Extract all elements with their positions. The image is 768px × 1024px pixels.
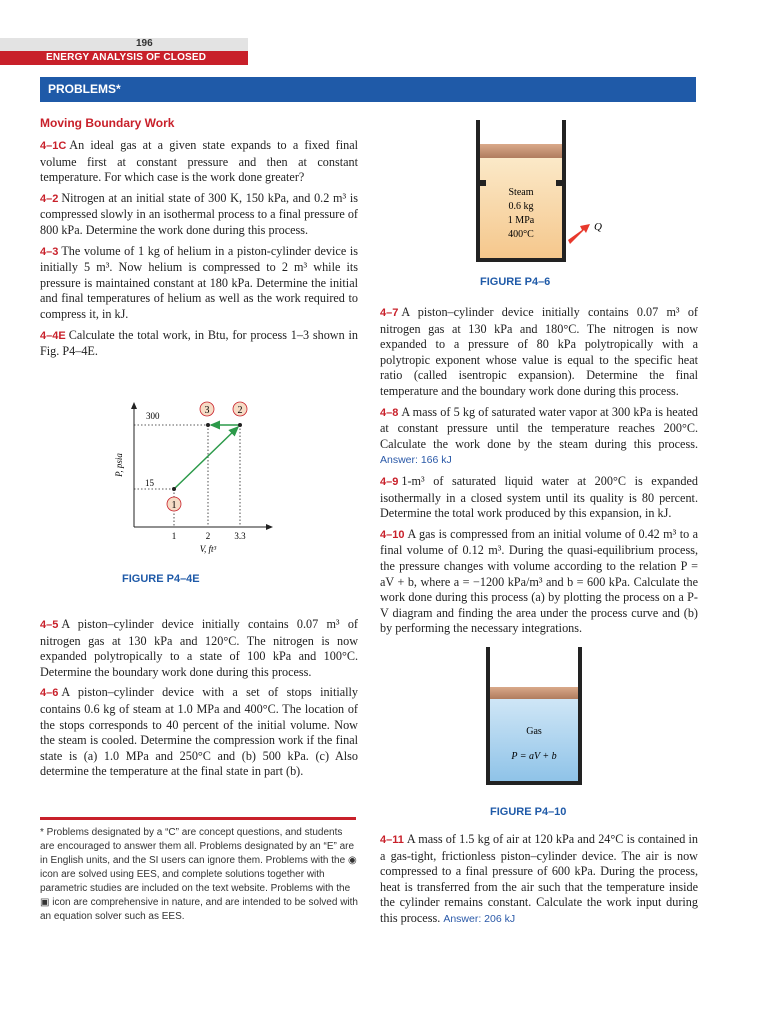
problem-4-11: 4–11 A mass of 1.5 kg of air at 120 kPa and 24°C is contained in a gas-tight, frictionless piston–cylinder device. The air is now compressed to a final pressure of 600 kPa. During the process, heat is transferred from the air such that the temperature inside the cylinder remains constant. Calculate the work input during this process. Answer: 206 kJ <box>380 832 698 925</box>
heat-label: Q <box>594 221 602 233</box>
figure-p4-6 <box>470 120 620 265</box>
heat-arrow-icon <box>568 224 590 244</box>
figure-p4-10-caption: FIGURE P4–10 <box>490 806 567 818</box>
problem-4-4e: 4–4E Calculate the total work, in Btu, for process 1–3 shown in Fig. P4–4E. <box>40 327 358 359</box>
x-tick-3-3: 3.3 <box>234 531 246 541</box>
gas-label: Gas <box>526 726 542 737</box>
problem-4-2: 4–2 Nitrogen at an initial state of 300 K, 150 kPa, and 0.2 m³ is compressed slowly in an isothermal process to a final pressure of 800 kPa. Determine the work done during this process. <box>40 190 358 237</box>
state-label-2: 2 <box>237 405 243 416</box>
left-column <box>40 116 358 365</box>
steam-temperature: 400°C <box>508 229 534 240</box>
figure-p4-4e-caption: FIGURE P4–4E <box>122 573 200 585</box>
steam-pressure: 1 MPa <box>507 215 535 226</box>
problem-4-3: 4–3 The volume of 1 kg of helium in a piston-cylinder device is initially 5 m³. Now helium is compressed to 2 m³ while its pressure is maintained constant at 180 kPa. Determine the initial and final temperatures of helium as well as the work required to compress it, in kJ. <box>40 243 358 321</box>
problem-4-5: 4–5 A piston–cylinder device initially contains 0.07 m³ of nitrogen gas at 130 kPa and 120°C. The nitrogen is now expanded polytropically to a state of 100 kPa and 100°C. Determine the boundary work done during this process. <box>40 617 358 679</box>
gas-relation: P = aV + b <box>511 751 557 762</box>
problem-4-1c: 4–1C An ideal gas at a given state expands to a fixed final volume first at constant pressure and then at constant temperature. For which case is the work done greater? <box>40 138 358 185</box>
right-column <box>380 305 698 642</box>
header-band <box>0 38 248 51</box>
problem-4-10: 4–10 A gas is compressed from an initial volume of 0.42 m³ to a final volume of 0.12 m³. During the quasi-equilibrium process, the pressure changes with volume according to the relation P = aV + b, where a = −1200 kPa/m³ and b = 600 kPa. Calculate the work done during this process (a) by plotting the process on a P-V diagram and finding the area under the process curve and (b) by performing the necessary integrations. <box>380 526 698 636</box>
footnote-rule <box>40 817 356 820</box>
problem-4-7: 4–7 A piston–cylinder device initially contains 0.07 m³ of nitrogen gas at 130 kPa and 180°C. The nitrogen is now expanded to a pressure of 80 kPa polytropically with a polytropic exponent whose value is equal to the specific heat ratio (called isentropic expansion). Determine the final temperature and the boundary work done during this process. <box>380 305 698 398</box>
y-tick-300: 300 <box>146 411 160 421</box>
problems-section-bar: PROBLEMS* <box>40 77 696 102</box>
section-title: Moving Boundary Work <box>40 116 175 130</box>
x-tick-2: 2 <box>205 531 211 541</box>
figure-p4-10 <box>480 647 590 787</box>
chapter-title: ENERGY ANALYSIS OF CLOSED SYSTEMS <box>0 51 248 65</box>
x-axis-label: V, ft³ <box>199 544 217 554</box>
figure-p4-6-caption: FIGURE P4–6 <box>480 276 551 288</box>
right-column-lower <box>380 832 698 933</box>
figure-p4-4e <box>100 395 300 560</box>
left-column-lower <box>40 617 358 785</box>
state-label-1: 1 <box>171 500 177 511</box>
page-number: 196 <box>136 38 153 49</box>
y-tick-15: 15 <box>145 478 154 488</box>
footnote: * Problems designated by a “C” are concept questions, and students are encouraged to answer them all. Problems designated by an “E” are in English units, and the SI users can ignore them. Problems with the ◉ icon are solved using EES, and complete solutions together with parametric studies are included on the text website. Problems with the ▣ icon are comprehensive in nature, and are intended to be solved with an equation solver such as EES. <box>40 827 358 922</box>
x-tick-1: 1 <box>171 531 177 541</box>
problem-4-9: 4–9 1-m³ of saturated liquid water at 200°C is expanded isothermally in a closed system until its quality is 80 percent. Determine the total work produced by this expansion, in kJ. <box>380 473 698 521</box>
state-label-3: 3 <box>204 405 210 416</box>
steam-label: Steam <box>508 187 534 198</box>
problem-4-8: 4–8 A mass of 5 kg of saturated water vapor at 300 kPa is heated at constant pressure until the temperature reaches 200°C. Calculate the work done by the steam during this process. Answer: 166 kJ <box>380 404 698 467</box>
y-axis-label: P, psia <box>114 453 124 477</box>
steam-mass: 0.6 kg <box>508 201 534 212</box>
problem-4-6: 4–6 A piston–cylinder device with a set of stops initially contains 0.6 kg of steam at 1.0 MPa and 400°C. The location of the stops corresponds to 40 percent of the initial volume. Now the steam is cooled. Determine the compression work if the final state is (a) 1.0 MPa and 250°C and (b) 500 kPa. (c) Also determine the temperature at the final state in part (b). <box>40 685 358 779</box>
